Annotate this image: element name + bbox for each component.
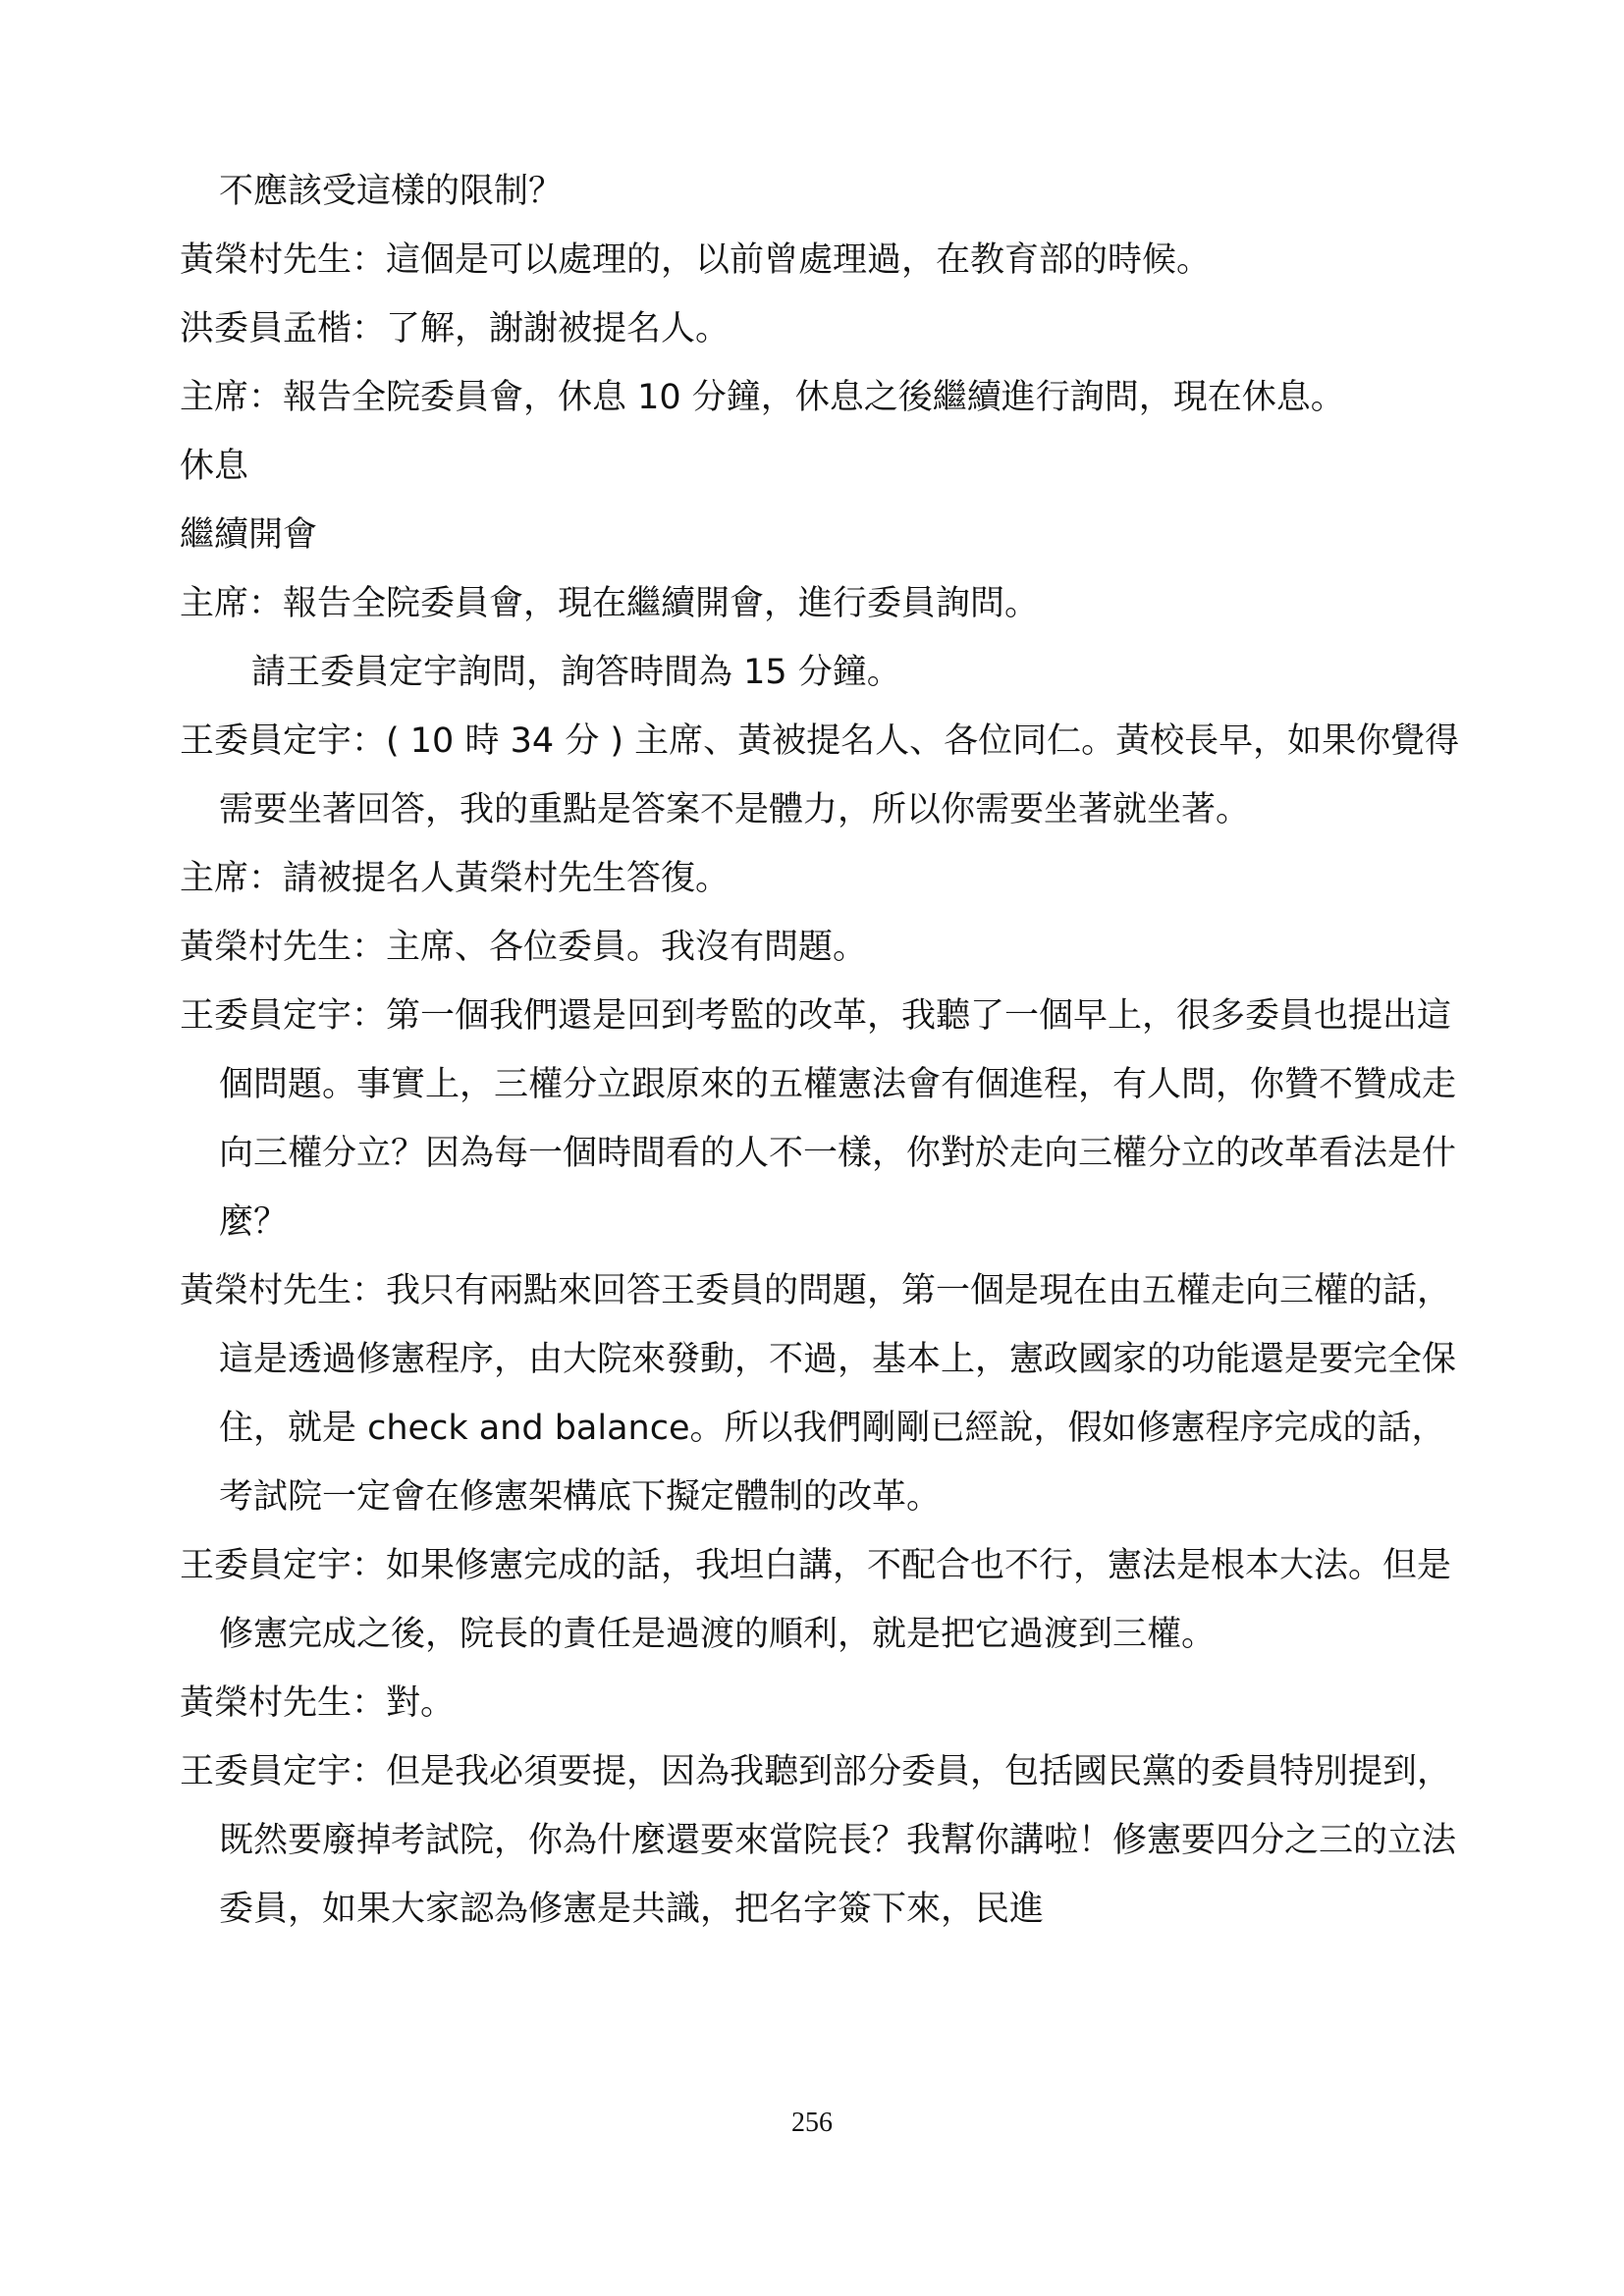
speaker-paragraph: 洪委員孟楷：了解，謝謝被提名人。 bbox=[180, 309, 731, 348]
chair-instruction: 請王委員定宇詢問，詢答時間為 15 分鐘。 bbox=[251, 653, 901, 692]
speaker-paragraph: 王委員定宇：如果修憲完成的話，我坦白講，不配合也不行，憲法是根本大法。但是修憲完成之後，院長的責任是過渡的順利，就是把它過渡到三權。 bbox=[180, 1546, 1452, 1654]
speaker-paragraph: 主席：請被提名人黃榮村先生答復。 bbox=[180, 859, 731, 898]
speaker-paragraph: 黃榮村先生：主席、各位委員。我沒有問題。 bbox=[180, 928, 868, 967]
speaker-paragraph: 主席：報告全院委員會，休息 10 分鐘，休息之後繼續進行詢問，現在休息。 bbox=[180, 378, 1345, 417]
speaker-paragraph: 王委員定宇：第一個我們還是回到考監的改革，我聽了一個早上，很多委員也提出這個問題。事實上，三權分立跟原來的五權憲法會有個進程，有人問，你贊不贊成走向三權分立？因為每一個時間看的人不一樣，你對於走向三權分立的改革看法是什麼？ bbox=[180, 996, 1457, 1242]
paragraph-continuation: 不應該受這樣的限制？ bbox=[219, 172, 564, 211]
recess-note: 休息 bbox=[180, 447, 249, 486]
speaker-paragraph: 黃榮村先生：對。 bbox=[180, 1683, 456, 1723]
speaker-paragraph: 王委員定宇：但是我必須要提，因為我聽到部分委員，包括國民黨的委員特別提到，既然要廢掉考試院，你為什麼還要來當院長？我幫你講啦！修憲要四分之三的立法委員，如果大家認為修憲是共識，把名字簽下來，民進 bbox=[180, 1752, 1457, 1929]
speaker-paragraph: 黃榮村先生：我只有兩點來回答王委員的問題，第一個是現在由五權走向三權的話，這是透過修憲程序，由大院來發動，不過，基本上，憲政國家的功能還是要完全保住，就是 check and balance。所以我們剛剛已經說，假如修憲程序完成的話，考試院一定會在修憲架構底下擬定體制的改革。 bbox=[180, 1271, 1457, 1517]
speaker-paragraph: 黃榮村先生：這個是可以處理的，以前曾處理過，在教育部的時候。 bbox=[180, 240, 1212, 280]
page-number: 256 bbox=[791, 2108, 833, 2138]
speaker-paragraph: 主席：報告全院委員會，現在繼續開會，進行委員詢問。 bbox=[180, 584, 1040, 623]
transcript-body bbox=[180, 157, 1461, 1944]
speaker-paragraph: 王委員定宇：( 10 時 34 分 ) 主席、黃被提名人、各位同仁。黃校長早，如果你覺得需要坐著回答，我的重點是答案不是體力，所以你需要坐著就坐著。 bbox=[180, 721, 1460, 829]
resume-note: 繼續開會 bbox=[180, 515, 318, 555]
